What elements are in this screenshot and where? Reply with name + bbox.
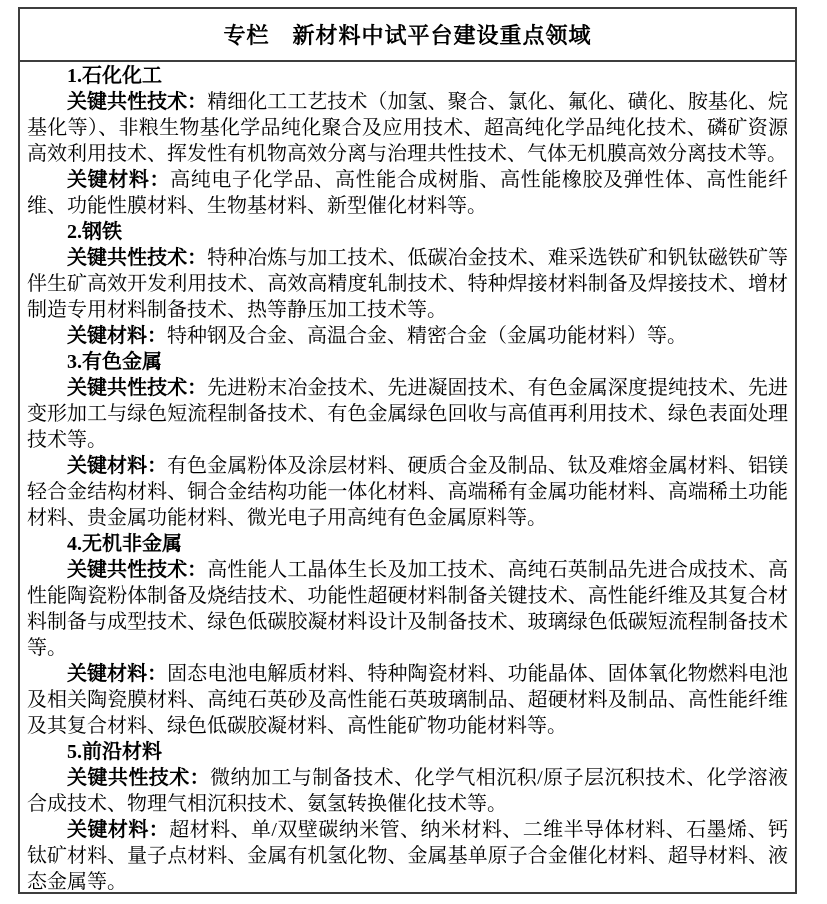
paragraph-label: 关键共性技术： bbox=[67, 247, 208, 269]
paragraph-text: 先进粉末冶金技术、先进凝固技术、有色金属深度提纯技术、先进变形加工与绿色短流程制备技术、有色金属绿色回收与高值再利用技术、绿色表面处理技术等。 bbox=[27, 377, 789, 451]
section-paragraph bbox=[27, 661, 788, 739]
paragraph-text: 微纳加工与制备技术、化学气相沉积/原子层沉积技术、化学溶液合成技术、物理气相沉积技术、氨氢转换催化技术等。 bbox=[27, 767, 788, 815]
section bbox=[27, 349, 788, 531]
section bbox=[27, 63, 788, 219]
paragraph-text: 有色金属粉体及涂层材料、硬质合金及制品、钛及难熔金属材料、铝镁轻合金结构材料、铜合金结构功能一体化材料、高端稀有金属功能材料、高端稀土功能材料、贵金属功能材料、微光电子用高纯有色金属原料等。 bbox=[27, 455, 789, 529]
section-paragraph bbox=[27, 89, 788, 167]
section-paragraph bbox=[27, 167, 788, 219]
paragraph-label: 关键共性技术： bbox=[67, 377, 208, 399]
paragraph-text: 超材料、单/双壁碳纳米管、纳米材料、二维半导体材料、石墨烯、钙钛矿材料、量子点材料、金属有机氢化物、金属基单原子合金催化材料、超导材料、液态金属等。 bbox=[27, 819, 789, 893]
section-paragraph bbox=[27, 817, 788, 895]
paragraph-label: 关键材料： bbox=[67, 455, 168, 477]
section bbox=[27, 739, 788, 895]
paragraph-label: 关键材料： bbox=[67, 169, 171, 191]
paragraph-label: 关键共性技术： bbox=[67, 559, 208, 581]
paragraph-text: 精细化工工艺技术（加氢、聚合、氯化、氟化、磺化、胺基化、烷基化等）、非粮生物基化学品纯化聚合及应用技术、超高纯化学品纯化技术、磷矿资源高效利用技术、挥发性有机物高效分离与治理共性技术、气体无机膜高效分离技术等。 bbox=[27, 91, 789, 165]
paragraph-text: 特种钢及合金、高温合金、精密合金（金属功能材料）等。 bbox=[167, 325, 687, 347]
paragraph-text: 特种冶炼与加工技术、低碳冶金技术、难采选铁矿和钒钛磁铁矿等伴生矿高效开发利用技术、高效高精度轧制技术、特种焊接材料制备及焊接技术、增材制造专用材料制备技术、热等静压加工技术等。 bbox=[27, 247, 789, 321]
box-title: 专栏 新材料中试平台建设重点领域 bbox=[20, 9, 795, 62]
section-paragraph bbox=[27, 245, 788, 323]
paragraph-text: 高纯电子化学品、高性能合成树脂、高性能橡胶及弹性体、高性能纤维、功能性膜材料、生物基材料、新型催化材料等。 bbox=[27, 169, 789, 217]
section-heading: 1.石化化工 bbox=[67, 65, 162, 87]
section-paragraph bbox=[27, 323, 788, 349]
paragraph-label: 关键材料： bbox=[67, 663, 168, 685]
paragraph-label: 关键材料： bbox=[67, 325, 167, 347]
section-paragraph bbox=[27, 557, 788, 661]
highlight-box bbox=[18, 7, 797, 894]
section-heading: 4.无机非金属 bbox=[67, 533, 182, 555]
section-paragraph bbox=[27, 453, 788, 531]
paragraph-text: 高性能人工晶体生长及加工技术、高纯石英制品先进合成技术、高性能陶瓷粉体制备及烧结技术、功能性超硬材料制备关键技术、高性能纤维及其复合材料制备与成型技术、绿色低碳胶凝材料设计及制备技术、玻璃绿色低碳短流程制备技术等。 bbox=[27, 559, 789, 659]
section bbox=[27, 219, 788, 349]
section-paragraph bbox=[27, 375, 788, 453]
section-paragraph bbox=[27, 765, 788, 817]
section-heading: 3.有色金属 bbox=[67, 351, 162, 373]
section bbox=[27, 531, 788, 739]
paragraph-label: 关键共性技术： bbox=[67, 91, 208, 113]
paragraph-text: 固态电池电解质材料、特种陶瓷材料、功能晶体、固体氧化物燃料电池及相关陶瓷膜材料、高纯石英砂及高性能石英玻璃制品、超硬材料及制品、高性能纤维及其复合材料、绿色低碳胶凝材料、高性能矿物功能材料等。 bbox=[27, 663, 789, 737]
section-heading: 2.钢铁 bbox=[67, 221, 122, 243]
box-body bbox=[20, 62, 795, 895]
section-heading: 5.前沿材料 bbox=[67, 741, 162, 763]
paragraph-label: 关键共性技术： bbox=[67, 767, 211, 789]
paragraph-label: 关键材料： bbox=[67, 819, 170, 841]
